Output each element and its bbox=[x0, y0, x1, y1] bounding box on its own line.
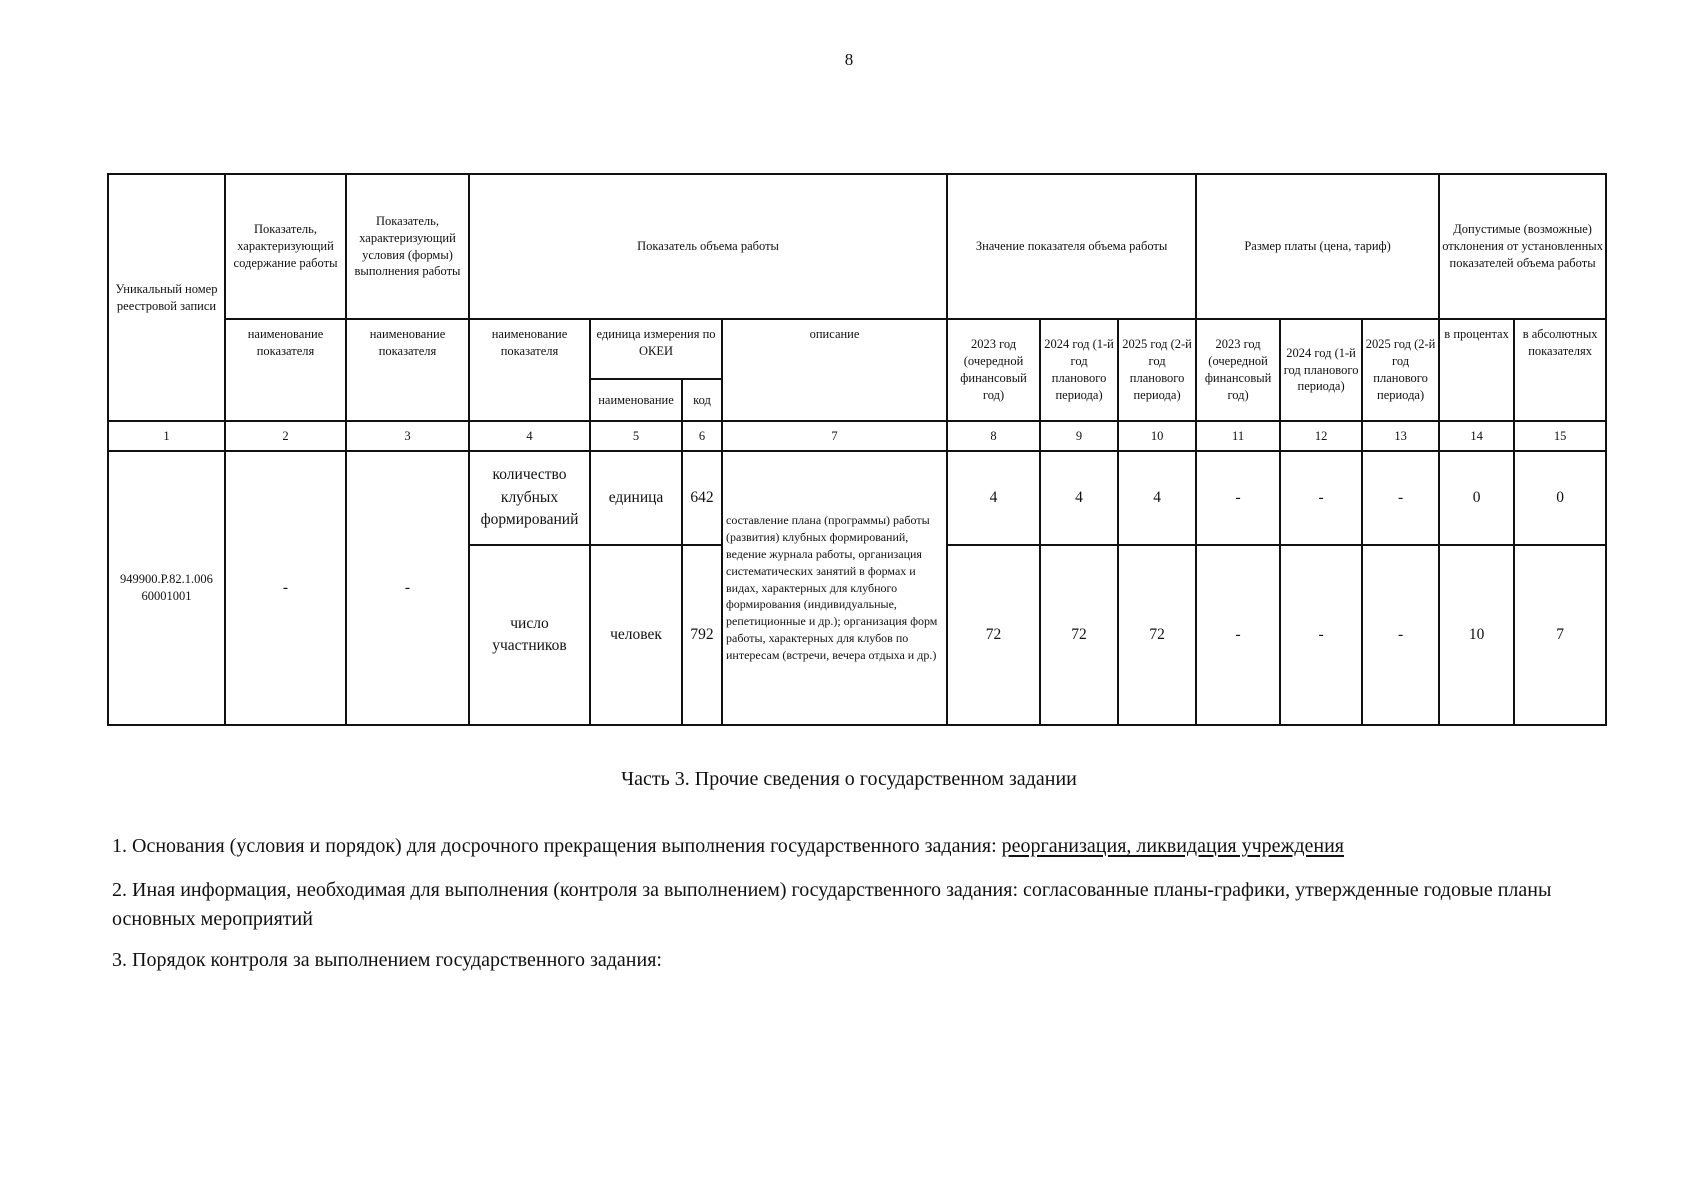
payment-2025: - bbox=[1362, 545, 1439, 725]
registry-number: 949900.Р.82.1.006 60001001 bbox=[108, 451, 225, 725]
header-value-2024: 2024 год (1-й год планового периода) bbox=[1040, 319, 1118, 421]
header-description: описание bbox=[722, 319, 947, 421]
column-number: 4 bbox=[469, 421, 590, 451]
deviation-absolute: 7 bbox=[1514, 545, 1606, 725]
header-unique-number: Уникальный номер реестровой записи bbox=[108, 174, 225, 421]
header-content-indicator: Показатель, характеризующий содержание работы bbox=[225, 174, 346, 319]
column-number: 7 bbox=[722, 421, 947, 451]
header-payment-2025: 2025 год (2-й год планового периода) bbox=[1362, 319, 1439, 421]
header-deviations: Допустимые (возможные) отклонения от установленных показателей объема работы bbox=[1439, 174, 1606, 319]
header-conditions-name: наименование показателя bbox=[346, 319, 469, 421]
unit-code: 792 bbox=[682, 545, 722, 725]
header-payment: Размер платы (цена, тариф) bbox=[1196, 174, 1439, 319]
header-in-absolute: в абсолютных показателях bbox=[1514, 319, 1606, 421]
header-in-percent: в процентах bbox=[1439, 319, 1514, 421]
header-payment-2023: 2023 год (очередной финансовый год) bbox=[1196, 319, 1280, 421]
header-payment-2024: 2024 год (1-й год планового периода) bbox=[1280, 319, 1362, 421]
deviation-absolute: 0 bbox=[1514, 451, 1606, 545]
conditions-value: - bbox=[346, 451, 469, 725]
value-2023: 4 bbox=[947, 451, 1040, 545]
item1-label: 1. Основания (условия и порядок) для досрочного прекращения выполнения государственного задания: bbox=[112, 835, 1002, 857]
header-value-2025: 2025 год (2-й год планового периода) bbox=[1118, 319, 1196, 421]
column-numbers-row bbox=[108, 421, 1606, 451]
part3-item-2: 2. Иная информация, необходимая для выполнения (контроля за выполнением) государственного задания: согласованные планы-графики, утвержденные годовые планы основных мероприятий bbox=[112, 879, 1552, 930]
deviation-percent: 10 bbox=[1439, 545, 1514, 725]
part3-item-3: 3. Порядок контроля за выполнением государственного задания: bbox=[112, 949, 662, 971]
payment-2024: - bbox=[1280, 451, 1362, 545]
header-volume-value: Значение показателя объема работы bbox=[947, 174, 1196, 319]
header-value-2023: 2023 год (очередной финансовый год) bbox=[947, 319, 1040, 421]
payment-2023: - bbox=[1196, 545, 1280, 725]
unit-code: 642 bbox=[682, 451, 722, 545]
item1-value: реорганизация, ликвидация учреждения bbox=[1001, 835, 1345, 857]
content-value: - bbox=[225, 451, 346, 725]
header-conditions-indicator: Показатель, характеризующий условия (формы) выполнения работы bbox=[346, 174, 469, 319]
column-number: 5 bbox=[590, 421, 682, 451]
work-description: составление плана (программы) работы (развития) клубных формирований, ведение журнала работы, организация систематических занятий в формах и видах, характерных для клубного формирования (индивидуальные, репетиционные и др.); организация форм работы, характерных для клубов по интересам (встречи, вечера отдыха и др.) bbox=[722, 451, 947, 725]
value-2024: 72 bbox=[1040, 545, 1118, 725]
column-number: 1 bbox=[108, 421, 225, 451]
unit-name: человек bbox=[590, 545, 682, 725]
volume-indicators-table bbox=[107, 173, 1607, 726]
value-2025: 4 bbox=[1118, 451, 1196, 545]
header-unit-code: код bbox=[682, 379, 722, 421]
part3-item-1 bbox=[112, 832, 1592, 861]
indicator-name: число участников bbox=[469, 545, 590, 725]
page-number: 8 bbox=[844, 50, 854, 69]
header-content-name: наименование показателя bbox=[225, 319, 346, 421]
payment-2025: - bbox=[1362, 451, 1439, 545]
value-2024: 4 bbox=[1040, 451, 1118, 545]
part3-title: Часть 3. Прочие сведения о государственном задании bbox=[621, 768, 1077, 790]
header-volume-name: наименование показателя bbox=[469, 319, 590, 421]
column-number: 12 bbox=[1280, 421, 1362, 451]
unit-name: единица bbox=[590, 451, 682, 545]
column-number: 3 bbox=[346, 421, 469, 451]
payment-2024: - bbox=[1280, 545, 1362, 725]
column-number: 8 bbox=[947, 421, 1040, 451]
indicator-name: количество клубных формирований bbox=[469, 451, 590, 545]
deviation-percent: 0 bbox=[1439, 451, 1514, 545]
header-volume-indicator: Показатель объема работы bbox=[469, 174, 947, 319]
table-row bbox=[108, 451, 1606, 545]
column-number: 10 bbox=[1118, 421, 1196, 451]
column-number: 6 bbox=[682, 421, 722, 451]
column-number: 15 bbox=[1514, 421, 1606, 451]
header-unit-name: наименование bbox=[590, 379, 682, 421]
value-2023: 72 bbox=[947, 545, 1040, 725]
header-okei-unit: единица измерения по ОКЕИ bbox=[590, 319, 722, 379]
column-number: 13 bbox=[1362, 421, 1439, 451]
column-number: 9 bbox=[1040, 421, 1118, 451]
column-number: 11 bbox=[1196, 421, 1280, 451]
value-2025: 72 bbox=[1118, 545, 1196, 725]
column-number: 14 bbox=[1439, 421, 1514, 451]
column-number: 2 bbox=[225, 421, 346, 451]
payment-2023: - bbox=[1196, 451, 1280, 545]
